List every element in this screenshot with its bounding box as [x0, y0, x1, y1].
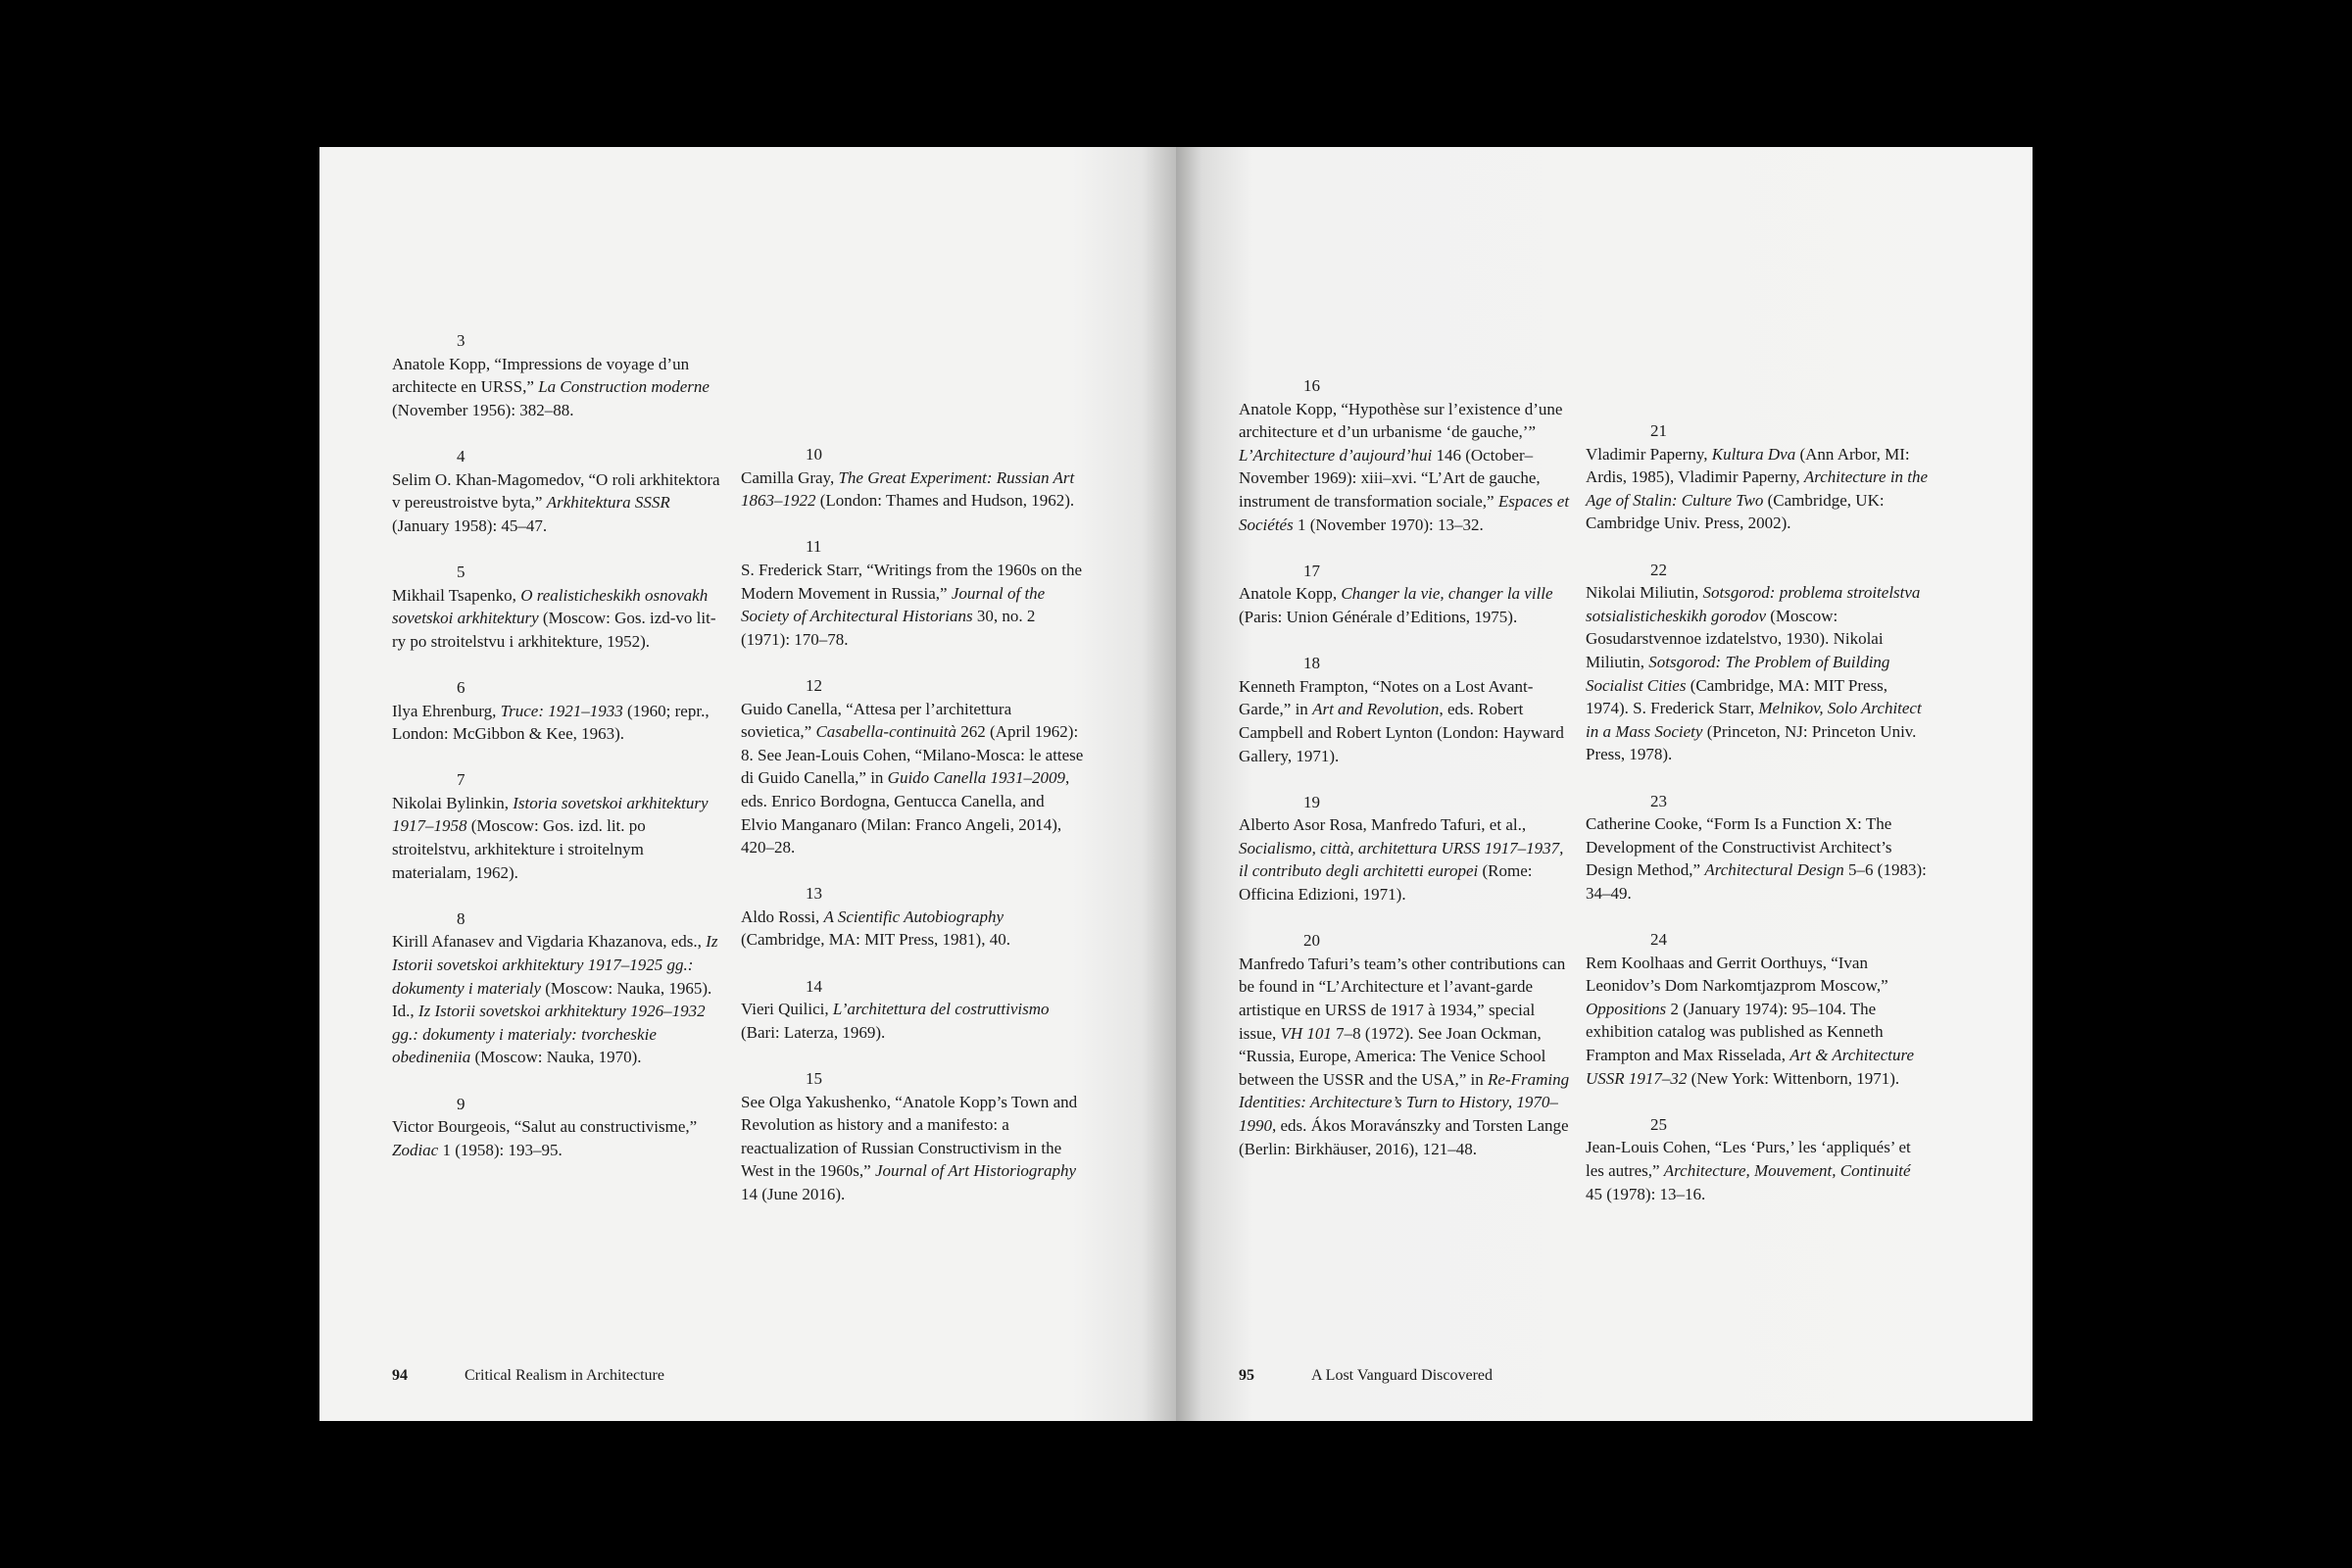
endnote-number: 22 [1650, 560, 1667, 579]
endnote-text: See Olga Yakushenko, “Anatole Kopp’s Town and Revolution as history and a manifesto: a reactualization of Russian Constructivism in the West in the 1960s,” Journal of Art Historiography 14 (June 2016). [741, 1092, 1078, 1203]
right-notes-column-1 [1239, 374, 1572, 1184]
endnote-text: Aldo Rossi, A Scientific Autobiography (Cambridge, MA: MIT Press, 1981), 40. [741, 906, 1010, 950]
endnote-text: Mikhail Tsapenko, O realisticheskikh osnovakh sovetskoi arkhitektury (Moscow: Gos. izd-vo lit-ry po stroitelstvu i arkhitekture, 1952). [392, 585, 716, 651]
endnote [1586, 1113, 1929, 1205]
endnote [1586, 928, 1929, 1090]
endnote [1239, 791, 1572, 906]
endnote-text: Nikolai Bylinkin, Istoria sovetskoi arkhitektury 1917–1958 (Moscow: Gos. izd. lit. po stroitelstvu, arkhitekture i stroitelnym materialam, 1962). [392, 793, 709, 882]
endnote-text: Manfredo Tafuri’s team’s other contributions can be found in “L’Architecture et l’avant-garde artistique en URSS de 1917 à 1934,” special issue, VH 101 7–8 (1972). See Joan Ockman, “Russia, Europe, America: The Venice School between the USSR and the USA,” in Re-Framing Identities: Architecture’s Turn to History, 1970–1990, eds. Ákos Moravánszky and Torsten Lange (Berlin: Birkhäuser, 2016), 121–48. [1239, 954, 1570, 1158]
endnote-text: Jean-Louis Cohen, “Les ‘Purs,’ les ‘appliqués’ et les autres,” Architecture, Mouvement, Continuité 45 (1978): 13–16. [1586, 1138, 1911, 1203]
endnote-text: Vladimir Paperny, Kultura Dva (Ann Arbor, MI: Ardis, 1985), Vladimir Paperny, Architecture in the Age of Stalin: Culture Two (Cambridge, UK: Cambridge Univ. Press, 2002). [1586, 444, 1929, 533]
endnote-text: Kirill Afanasev and Vigdaria Khazanova, eds., Iz Istorii sovetskoi arkhitektury 1917–1925 gg.: dokumenty i materialy (Moscow: Nauka, 1965). Id., Iz Istorii sovetskoi arkhitektury 1926–1932 gg.: dokumenty i materialy: tvorcheskie obedineniia (Moscow: Nauka, 1970). [392, 932, 718, 1067]
endnote-text: Kenneth Frampton, “Notes on a Lost Avant-Garde,” in Art and Revolution, eds. Robert Campbell and Robert Lynton (London: Hayward Gallery, 1971). [1239, 676, 1564, 765]
endnote-text: Nikolai Miliutin, Sotsgorod: problema stroitelstva sotsialisticheskikh gorodov (Moscow: Gosudarstvennoe izdatelstvo, 1930). Nikolai Miliutin, Sotsgorod: The Problem of Building Socialist Cities (Cambridge, MA: MIT Press, 1974). S. Frederick Starr, Melnikov, Solo Architect in a Mass Society (Princeton, NJ: Princeton Univ. Press, 1978). [1586, 583, 1922, 764]
endnote-text: Rem Koolhaas and Gerrit Oorthuys, “Ivan Leonidov’s Dom Narkomtjazprom Moscow,” Oppositions 2 (January 1974): 95–104. The exhibition catalog was published as Kenneth Frampton and Max Risselada, Art & Architecture USSR 1917–32 (New York: Wittenborn, 1971). [1586, 953, 1915, 1088]
left-page [319, 147, 1176, 1421]
endnote-text: Selim O. Khan-Magomedov, “O roli arkhitektora v pereustroistve byta,” Arkhitektura SSSR (January 1958): 45–47. [392, 469, 720, 535]
endnote-number: 12 [806, 675, 822, 695]
endnote-number: 23 [1650, 791, 1667, 810]
endnote-text: Alberto Asor Rosa, Manfredo Tafuri, et al., Socialismo, città, architettura URSS 1917–1937, il contributo degli architetti europei (Rome: Officina Edizioni, 1971). [1239, 815, 1564, 905]
endnote [392, 1093, 725, 1162]
endnote [1239, 652, 1572, 767]
endnote-number: 5 [457, 562, 466, 581]
endnote-text: Victor Bourgeois, “Salut au constructivisme,” Zodiac 1 (1958): 193–95. [392, 1117, 698, 1159]
left-notes-column-2 [741, 443, 1084, 1229]
page-number: 94 [392, 1367, 408, 1384]
endnote-number: 3 [457, 331, 466, 350]
endnote-text: Camilla Gray, The Great Experiment: Russian Art 1863–1922 (London: Thames and Hudson, 1962). [741, 467, 1075, 511]
endnote [392, 561, 725, 653]
endnote-number: 21 [1650, 421, 1667, 440]
endnote [392, 676, 725, 746]
book-spread [319, 147, 2033, 1421]
endnote-number: 19 [1303, 792, 1320, 811]
endnote-text: Catherine Cooke, “Form Is a Function X: The Development of the Constructivist Architect’s Design Method,” Architectural Design 5–6 (1983): 34–49. [1586, 814, 1927, 903]
endnote-number: 24 [1650, 930, 1667, 950]
endnote-number: 14 [806, 976, 822, 996]
running-title: Critical Realism in Architecture [465, 1367, 664, 1384]
right-page [1176, 147, 2033, 1421]
endnote-number: 10 [806, 445, 822, 464]
endnote [741, 535, 1084, 651]
endnote-number: 13 [806, 884, 822, 904]
endnote-text: Vieri Quilici, L’architettura del costruttivismo (Bari: Laterza, 1969). [741, 1000, 1050, 1042]
endnote-number: 25 [1650, 1114, 1667, 1134]
endnote-number: 15 [806, 1069, 822, 1089]
endnote-number: 8 [457, 908, 466, 928]
endnote [392, 329, 725, 421]
endnote [1586, 559, 1929, 766]
left-notes-column-1 [392, 329, 725, 1185]
endnote [741, 1067, 1084, 1206]
endnote-number: 11 [806, 537, 822, 557]
right-footer [1239, 1366, 1493, 1386]
endnote-text: Guido Canella, “Attesa per l’architettura sovietica,” Casabella-continuità 262 (April 1962): 8. See Jean-Louis Cohen, “Milano-Mosca: le attese di Guido Canella,” in Guido Canella 1931–2009, eds. Enrico Bordogna, Gentucca Canella, and Elvio Manganaro (Milan: Franco Angeli, 2014), 420–28. [741, 699, 1084, 858]
endnote-text: Anatole Kopp, “Hypothèse sur l’existence d’une architecture et d’un urbanisme ‘de gauche,’” L’Architecture d’aujourd’hui 146 (October–November 1969): xiii–xvi. “L’Art de gauche, instrument de transformation sociale,” Espaces et Sociétés 1 (November 1970): 13–32. [1239, 399, 1570, 534]
endnote [392, 445, 725, 537]
endnote-number: 17 [1303, 561, 1320, 580]
page-number: 95 [1239, 1367, 1254, 1384]
endnote [392, 907, 725, 1069]
endnote [741, 882, 1084, 952]
endnote-number: 4 [457, 446, 466, 466]
endnote [392, 768, 725, 884]
endnote-number: 20 [1303, 931, 1320, 951]
endnote-text: Anatole Kopp, “Impressions de voyage d’un architecte en URSS,” La Construction moderne (November 1956): 382–88. [392, 354, 710, 419]
endnote [1239, 560, 1572, 629]
endnote [1586, 790, 1929, 906]
endnote-text: Ilya Ehrenburg, Truce: 1921–1933 (1960; repr., London: McGibbon & Kee, 1963). [392, 701, 710, 744]
running-title: A Lost Vanguard Discovered [1311, 1367, 1493, 1384]
endnote-number: 9 [457, 1094, 466, 1113]
right-notes-column-2 [1586, 419, 1929, 1229]
endnote [1239, 929, 1572, 1160]
endnote-number: 16 [1303, 376, 1320, 395]
endnote [1586, 419, 1929, 535]
endnote-text: Anatole Kopp, Changer la vie, changer la ville (Paris: Union Générale d’Editions, 1975). [1239, 584, 1553, 626]
endnote-text: S. Frederick Starr, “Writings from the 1960s on the Modern Movement in Russia,” Journal of the Society of Architectural Historians 30, no. 2 (1971): 170–78. [741, 560, 1083, 649]
endnote-number: 18 [1303, 654, 1320, 673]
left-footer [392, 1366, 664, 1386]
endnote [741, 443, 1084, 513]
endnote-number: 7 [457, 770, 466, 790]
endnote [741, 975, 1084, 1045]
endnote [741, 674, 1084, 859]
endnote [1239, 374, 1572, 536]
endnote-number: 6 [457, 677, 466, 697]
